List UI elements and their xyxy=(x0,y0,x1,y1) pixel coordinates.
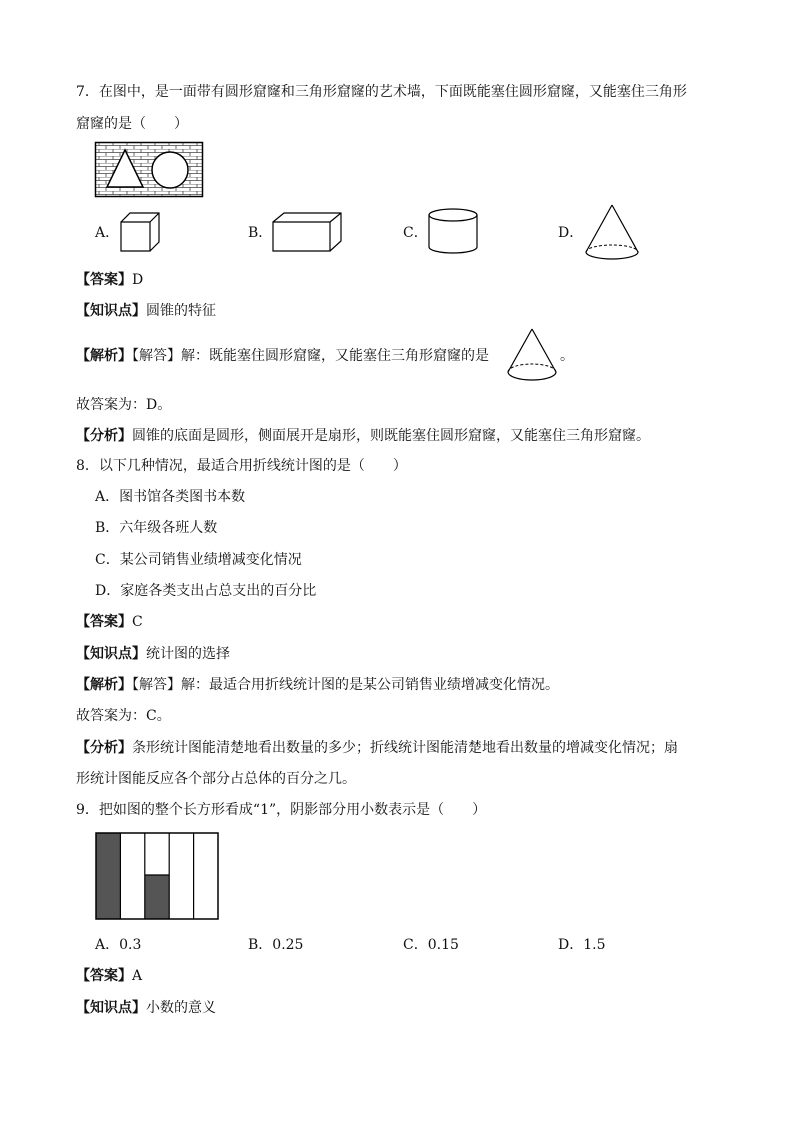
q7-conclusion: 故答案为：D。 xyxy=(76,397,172,413)
q8-review-label: 【分析】 xyxy=(76,740,132,756)
q8-knowledge-label: 【知识点】 xyxy=(76,646,146,662)
q9-knowledge xyxy=(76,998,216,1018)
cone-inline-figure xyxy=(506,328,558,384)
q8-option-a: A．图书馆各类图书本数 xyxy=(95,489,246,505)
q8-knowledge xyxy=(76,644,230,664)
cuboid-figure xyxy=(272,212,342,252)
q9-answer-value: A xyxy=(132,968,143,984)
q7-analysis xyxy=(76,346,489,366)
q7-option-b-label: B． xyxy=(248,225,273,241)
q7-knowledge xyxy=(76,301,216,321)
q8-answer-label: 【答案】 xyxy=(76,614,132,630)
q8-stem: 8．以下几种情况，最适合用折线统计图的是（ ） xyxy=(76,458,407,474)
q8-option-b: B．六年级各班人数 xyxy=(95,520,218,536)
q7-analysis-label: 【解析】 xyxy=(76,348,132,364)
q9-option-d: D．1.5 xyxy=(558,937,606,953)
q7-stem-line-1: 7．在图中，是一面带有圆形窟窿和三角形窟窿的艺术墙，下面既能塞住圆形窟窿，又能塞住三角形 xyxy=(76,84,687,100)
q8-answer-value: C xyxy=(132,614,143,630)
shaded-rectangle-figure xyxy=(95,832,219,920)
q8-analysis xyxy=(76,675,559,695)
q7-analysis-end: 。 xyxy=(560,348,574,364)
q9-answer-label: 【答案】 xyxy=(76,968,132,984)
q7-option-c-label: C． xyxy=(403,225,428,241)
q8-review-value: 条形统计图能清楚地看出数量的多少；折线统计图能清楚地看出数量的增减变化情况；扇 xyxy=(132,740,678,756)
q8-option-d: D．家庭各类支出占总支出的百分比 xyxy=(95,583,317,599)
cylinder-figure xyxy=(427,208,479,254)
q8-conclusion: 故答案为：C。 xyxy=(76,708,171,724)
circle-hole xyxy=(152,152,188,188)
q7-stem-line-2: 窟窿的是（ ） xyxy=(76,116,188,132)
art-wall-figure xyxy=(95,142,203,197)
q7-option-d-label: D． xyxy=(558,225,584,241)
q9-option-a: A．0.3 xyxy=(95,937,142,953)
q8-analysis-value: 【解答】解：最适合用折线统计图的是某公司销售业绩增减变化情况。 xyxy=(132,677,559,693)
q7-option-a-label: A． xyxy=(95,225,120,241)
q8-option-c: C．某公司销售业绩增减变化情况 xyxy=(95,552,302,568)
cone-figure xyxy=(583,204,641,260)
q8-knowledge-value: 统计图的选择 xyxy=(146,646,230,662)
q7-review-value: 圆锥的底面是圆形，侧面展开是扇形，则既能塞住圆形窟窿，又能塞住三角形窟窿。 xyxy=(132,428,650,444)
q7-knowledge-value: 圆锥的特征 xyxy=(146,303,216,319)
q7-analysis-value: 【解答】解：既能塞住圆形窟窿，又能塞住三角形窟窿的是 xyxy=(132,348,489,364)
q9-answer xyxy=(76,966,142,986)
q8-analysis-label: 【解析】 xyxy=(76,677,132,693)
q9-option-b: B．0.25 xyxy=(248,937,304,953)
q7-answer-label: 【答案】 xyxy=(76,272,132,288)
q8-review-line-2: 形统计图能反应各个部分占总体的百分之几。 xyxy=(76,771,356,787)
q9-knowledge-label: 【知识点】 xyxy=(76,1000,146,1016)
q9-option-c: C．0.15 xyxy=(403,937,459,953)
q8-review-line-1 xyxy=(76,738,678,758)
q8-answer xyxy=(76,612,143,632)
q7-review-label: 【分析】 xyxy=(76,428,132,444)
q7-review xyxy=(76,426,650,446)
q9-knowledge-value: 小数的意义 xyxy=(146,1000,216,1016)
q9-stem: 9．把如图的整个长方形看成“1”，阴影部分用小数表示是（ ） xyxy=(76,802,487,818)
q7-knowledge-label: 【知识点】 xyxy=(76,303,146,319)
cube-figure xyxy=(120,212,160,252)
q7-answer-value: D xyxy=(132,272,144,288)
q7-answer xyxy=(76,270,143,290)
